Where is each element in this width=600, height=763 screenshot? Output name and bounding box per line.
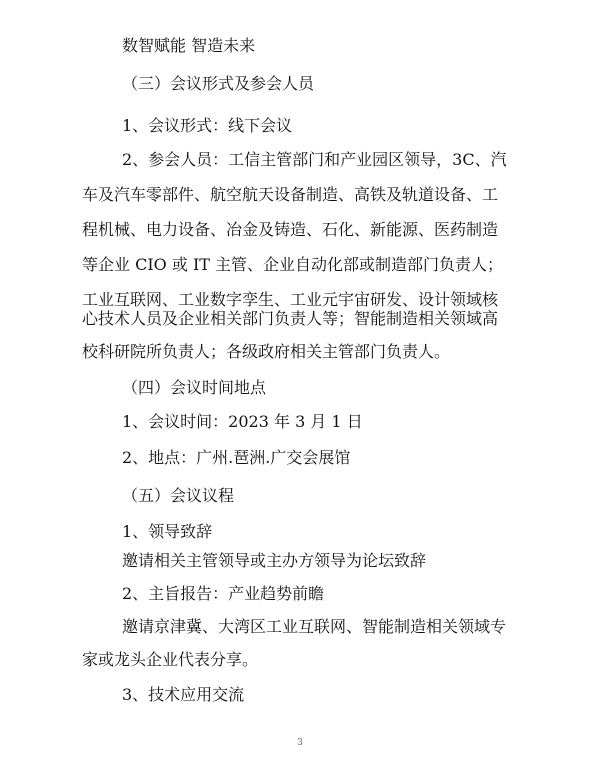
meeting-format-text: 1、会议形式：线下会议 [122, 116, 293, 135]
participants-line-4: 等企业 CIO 或 IT 主管、企业自动化部或制造部门负责人； [82, 255, 504, 274]
section-heading-4: （四）会议时间地点 [122, 378, 267, 397]
slogan-text: 数智赋能 智造未来 [122, 36, 256, 55]
section-heading-5: （五）会议议程 [122, 486, 235, 505]
participants-line-6: 心技术人员及企业相关部门负责人等；智能制造相关领域高 [82, 309, 499, 328]
agenda-item-1-desc: 邀请相关主管领导或主办方领导为论坛致辞 [122, 551, 427, 570]
meeting-time-text: 1、会议时间：2023 年 3 月 1 日 [122, 412, 363, 431]
agenda-item-3-title: 3、技术应用交流 [122, 685, 245, 704]
meeting-venue-text: 2、地点：广州.琶洲.广交会展馆 [122, 448, 351, 467]
agenda-item-2-desc-line-2: 家或龙头企业代表分享。 [82, 650, 259, 669]
participants-line-1: 2、参会人员：工信主管部门和产业园区领导，3C、汽 [122, 150, 507, 169]
page-number: 3 [297, 738, 303, 748]
participants-line-2: 车及汽车零部件、航空航天设备制造、高铁及轨道设备、工 [82, 185, 499, 204]
participants-line-3: 程机械、电力设备、冶金及铸造、石化、新能源、医药制造 [82, 220, 499, 239]
section-heading-3: （三）会议形式及参会人员 [122, 74, 315, 93]
agenda-item-2-title: 2、主旨报告：产业趋势前瞻 [122, 584, 325, 603]
participants-line-7: 校科研院所负责人；各级政府相关主管部门负责人。 [82, 342, 451, 361]
agenda-item-1-title: 1、领导致辞 [122, 522, 213, 541]
agenda-item-2-desc-line-1: 邀请京津冀、大湾区工业互联网、智能制造相关领域专 [122, 617, 507, 636]
participants-line-5: 工业互联网、工业数字孪生、工业元宇宙研发、设计领域核 [82, 290, 499, 309]
